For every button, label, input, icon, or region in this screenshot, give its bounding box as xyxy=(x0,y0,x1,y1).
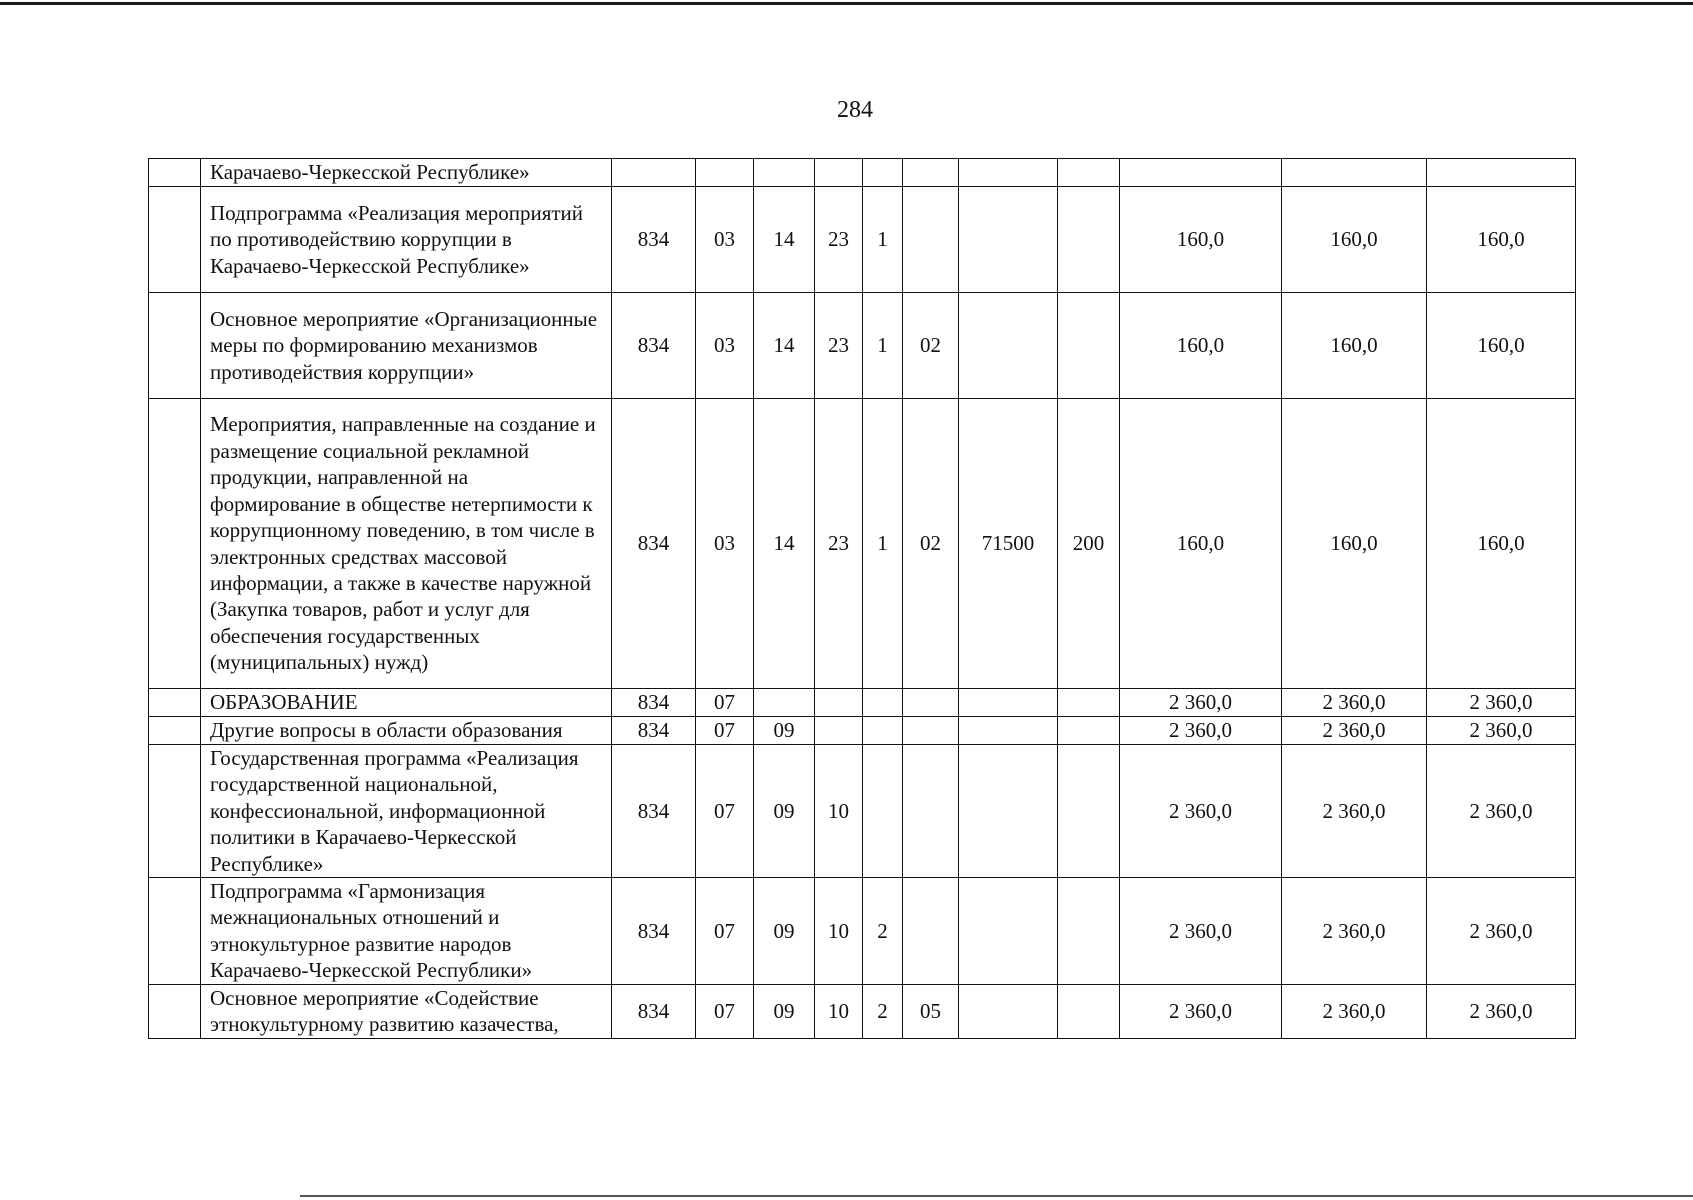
table-row xyxy=(149,984,1576,1038)
amount-year-1: 160,0 xyxy=(1120,399,1282,689)
ministry-code: 834 xyxy=(612,745,696,878)
expense-type-code xyxy=(1058,984,1120,1038)
bottom-scan-rule xyxy=(300,1195,1693,1197)
subsection-code: 09 xyxy=(754,745,815,878)
table-row xyxy=(149,399,1576,689)
program-code xyxy=(815,159,863,187)
expense-type-code xyxy=(1058,159,1120,187)
table-row xyxy=(149,159,1576,187)
subprogram-code xyxy=(863,689,903,717)
program-code xyxy=(815,717,863,745)
subprogram-code: 2 xyxy=(863,984,903,1038)
expense-type-code xyxy=(1058,293,1120,399)
section-code: 07 xyxy=(696,984,754,1038)
direction-code xyxy=(959,159,1058,187)
event-code xyxy=(903,717,959,745)
direction-code: 71500 xyxy=(959,399,1058,689)
program-code: 10 xyxy=(815,878,863,985)
amount-year-2 xyxy=(1282,159,1427,187)
row-number-cell xyxy=(149,717,201,745)
row-number-cell xyxy=(149,689,201,717)
budget-table xyxy=(148,158,1576,1039)
amount-year-1: 2 360,0 xyxy=(1120,689,1282,717)
amount-year-1 xyxy=(1120,159,1282,187)
amount-year-3: 160,0 xyxy=(1427,293,1576,399)
table-row xyxy=(149,689,1576,717)
row-number-cell xyxy=(149,187,201,293)
section-code: 07 xyxy=(696,689,754,717)
event-code xyxy=(903,159,959,187)
amount-year-2: 160,0 xyxy=(1282,399,1427,689)
amount-year-3: 160,0 xyxy=(1427,399,1576,689)
program-code: 23 xyxy=(815,187,863,293)
expense-type-code xyxy=(1058,878,1120,985)
direction-code xyxy=(959,745,1058,878)
amount-year-1: 160,0 xyxy=(1120,293,1282,399)
section-code: 07 xyxy=(696,878,754,985)
subprogram-code: 1 xyxy=(863,293,903,399)
row-name: Подпрограмма «Реализация мероприятий по противодействию коррупции в Карачаево-Черкесской Республике» xyxy=(201,187,612,293)
row-name: ОБРАЗОВАНИЕ xyxy=(201,689,612,717)
subsection-code: 14 xyxy=(754,187,815,293)
program-code: 10 xyxy=(815,984,863,1038)
direction-code xyxy=(959,293,1058,399)
event-code xyxy=(903,745,959,878)
amount-year-1: 2 360,0 xyxy=(1120,745,1282,878)
subsection-code: 09 xyxy=(754,984,815,1038)
program-code xyxy=(815,689,863,717)
section-code: 03 xyxy=(696,293,754,399)
program-code: 23 xyxy=(815,293,863,399)
program-code: 23 xyxy=(815,399,863,689)
expense-type-code xyxy=(1058,745,1120,878)
amount-year-2: 2 360,0 xyxy=(1282,984,1427,1038)
direction-code xyxy=(959,878,1058,985)
amount-year-3: 2 360,0 xyxy=(1427,878,1576,985)
table-row xyxy=(149,717,1576,745)
ministry-code: 834 xyxy=(612,984,696,1038)
subprogram-code xyxy=(863,717,903,745)
subsection-code: 14 xyxy=(754,399,815,689)
row-number-cell xyxy=(149,878,201,985)
direction-code xyxy=(959,717,1058,745)
amount-year-2: 2 360,0 xyxy=(1282,745,1427,878)
ministry-code xyxy=(612,159,696,187)
subsection-code: 09 xyxy=(754,878,815,985)
row-number-cell xyxy=(149,159,201,187)
table-row xyxy=(149,293,1576,399)
subsection-code xyxy=(754,159,815,187)
section-code xyxy=(696,159,754,187)
subsection-code: 14 xyxy=(754,293,815,399)
top-scan-rule xyxy=(0,2,1693,5)
program-code: 10 xyxy=(815,745,863,878)
row-name: Мероприятия, направленные на создание и размещение социальной рекламной продукции, направленной на формирование в обществе нетерпимости к коррупционному поведению, в том числе в электронных средствах массовой информации, а также в качестве наружной (Закупка товаров, работ и услуг для обеспечения государственных (муниципальных) нужд) xyxy=(201,399,612,689)
amount-year-1: 160,0 xyxy=(1120,187,1282,293)
ministry-code: 834 xyxy=(612,689,696,717)
amount-year-1: 2 360,0 xyxy=(1120,717,1282,745)
event-code: 02 xyxy=(903,293,959,399)
subsection-code xyxy=(754,689,815,717)
subprogram-code: 1 xyxy=(863,399,903,689)
section-code: 07 xyxy=(696,717,754,745)
amount-year-3: 2 360,0 xyxy=(1427,689,1576,717)
section-code: 03 xyxy=(696,399,754,689)
amount-year-3: 2 360,0 xyxy=(1427,745,1576,878)
amount-year-3: 160,0 xyxy=(1427,187,1576,293)
subprogram-code: 2 xyxy=(863,878,903,985)
amount-year-2: 160,0 xyxy=(1282,187,1427,293)
subprogram-code xyxy=(863,745,903,878)
ministry-code: 834 xyxy=(612,878,696,985)
amount-year-1: 2 360,0 xyxy=(1120,878,1282,985)
row-name: Основное мероприятие «Содействие этнокультурному развитию казачества, xyxy=(201,984,612,1038)
row-name: Государственная программа «Реализация государственной национальной, конфессиональной, информационной политики в Карачаево-Черкесской Республике» xyxy=(201,745,612,878)
event-code: 02 xyxy=(903,399,959,689)
amount-year-3 xyxy=(1427,159,1576,187)
row-name: Другие вопросы в области образования xyxy=(201,717,612,745)
direction-code xyxy=(959,689,1058,717)
expense-type-code: 200 xyxy=(1058,399,1120,689)
ministry-code: 834 xyxy=(612,717,696,745)
row-name: Подпрограмма «Гармонизация межнациональных отношений и этнокультурное развитие народов Карачаево-Черкесской Республики» xyxy=(201,878,612,985)
amount-year-2: 2 360,0 xyxy=(1282,878,1427,985)
event-code: 05 xyxy=(903,984,959,1038)
event-code xyxy=(903,187,959,293)
amount-year-3: 2 360,0 xyxy=(1427,717,1576,745)
row-number-cell xyxy=(149,745,201,878)
row-number-cell xyxy=(149,293,201,399)
ministry-code: 834 xyxy=(612,187,696,293)
expense-type-code xyxy=(1058,717,1120,745)
direction-code xyxy=(959,187,1058,293)
amount-year-2: 2 360,0 xyxy=(1282,717,1427,745)
row-name: Карачаево-Черкесской Республике» xyxy=(201,159,612,187)
ministry-code: 834 xyxy=(612,399,696,689)
expense-type-code xyxy=(1058,187,1120,293)
table-row xyxy=(149,187,1576,293)
amount-year-2: 160,0 xyxy=(1282,293,1427,399)
amount-year-3: 2 360,0 xyxy=(1427,984,1576,1038)
table-row xyxy=(149,745,1576,878)
section-code: 07 xyxy=(696,745,754,878)
subsection-code: 09 xyxy=(754,717,815,745)
amount-year-2: 2 360,0 xyxy=(1282,689,1427,717)
table-row xyxy=(149,878,1576,985)
amount-year-1: 2 360,0 xyxy=(1120,984,1282,1038)
event-code xyxy=(903,878,959,985)
expense-type-code xyxy=(1058,689,1120,717)
event-code xyxy=(903,689,959,717)
row-number-cell xyxy=(149,984,201,1038)
subprogram-code: 1 xyxy=(863,187,903,293)
row-number-cell xyxy=(149,399,201,689)
row-name: Основное мероприятие «Организационные меры по формированию механизмов противодействия коррупции» xyxy=(201,293,612,399)
subprogram-code xyxy=(863,159,903,187)
page-number: 284 xyxy=(837,97,873,123)
direction-code xyxy=(959,984,1058,1038)
section-code: 03 xyxy=(696,187,754,293)
ministry-code: 834 xyxy=(612,293,696,399)
